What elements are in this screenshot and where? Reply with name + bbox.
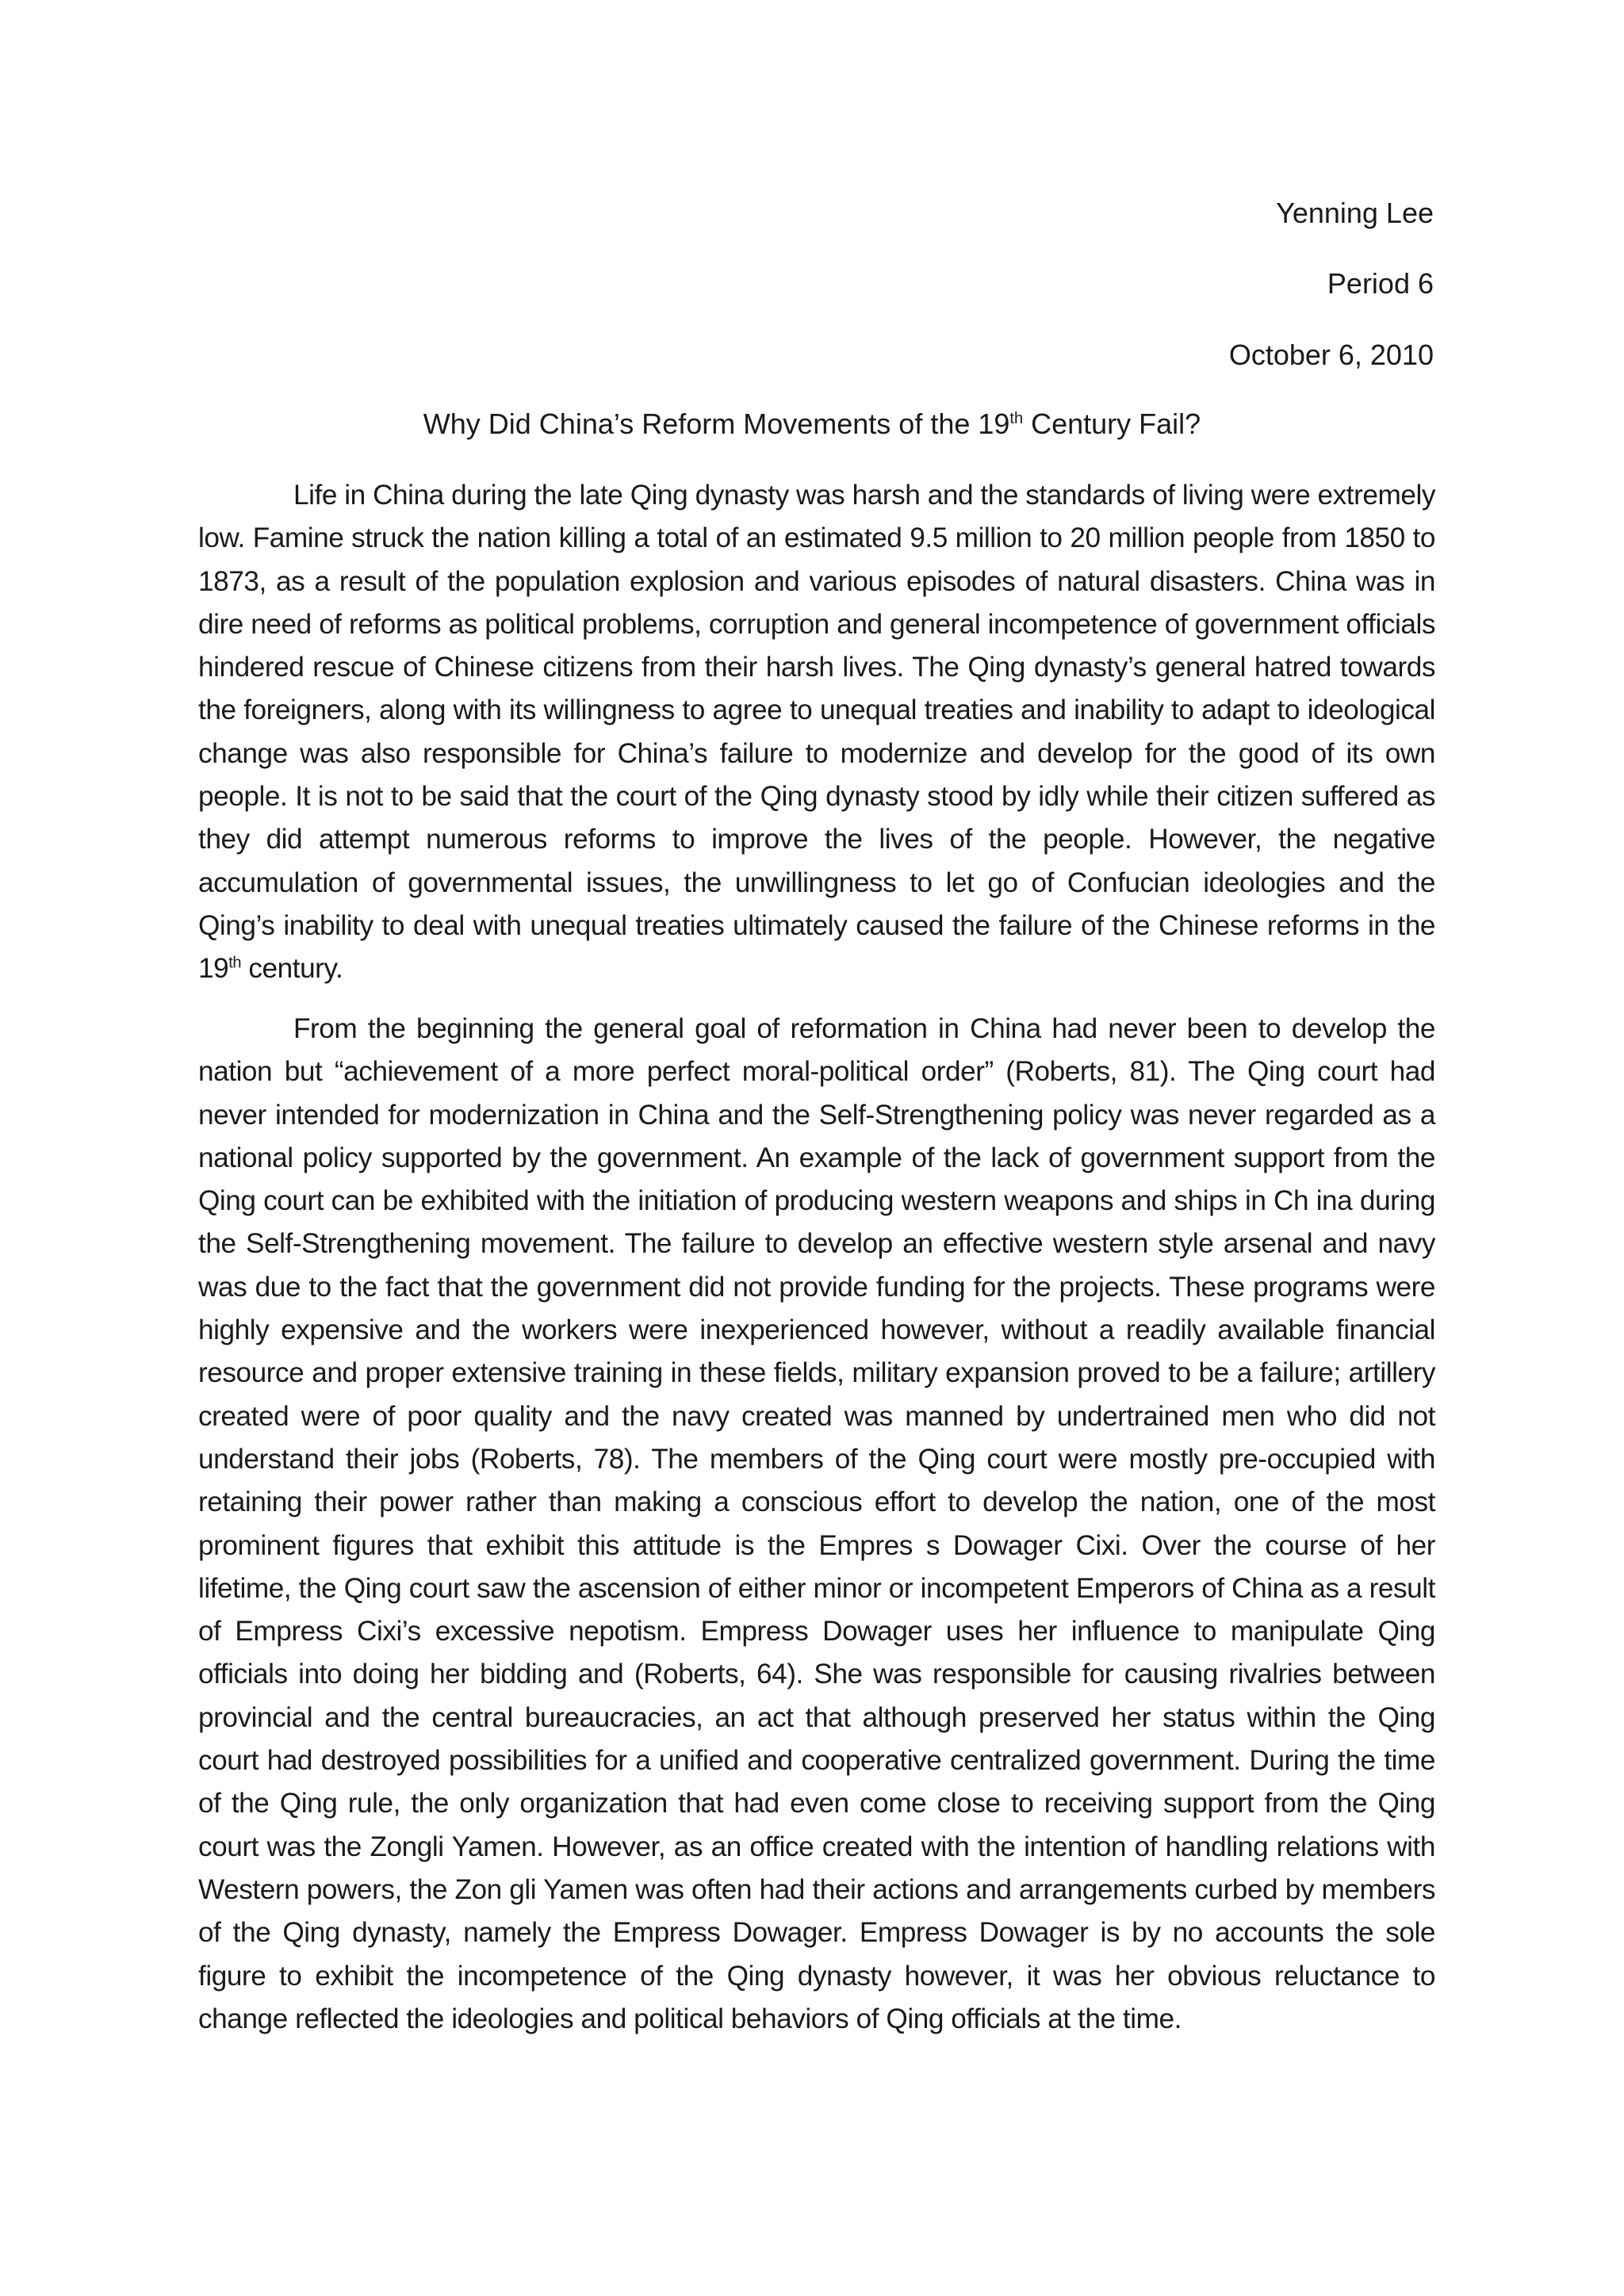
class-period: Period 6: [1327, 267, 1434, 300]
paragraph-2: From the beginning the general goal of reformation in China had never been to develop the nation but “achievement of a more perfect moral-political order” (Roberts, 81). The Qing court had never intended for modernization in China and the Self-Strengthening policy was never regarded as a national policy supported by the government. An example of the lack of government support from the Qing court can be exhibited with the initiation of producing western weapons and ships in Ch ina during the Self-Strengthening movement. The failure to develop an effective western style arsenal and navy was due to the fact that the government did not provide funding for the projects. These programs were highly expensive and the workers were inexperienced however, without a readily available financial resource and proper extensive training in these fields, military expansion proved to be a failure; artillery created were of poor quality and the navy created was manned by undertrained men who did not understand their jobs (Roberts, 78). The members of the Qing court were mostly pre-occupied with retaining their power rather than making a conscious effort to develop the nation, one of the most prominent figures that exhibit this attitude is the Empres s Dowager Cixi. Over the course of her lifetime, the Qing court saw the ascension of either minor or incompetent Emperors of China as a result of Empress Cixi’s excessive nepotism. Empress Dowager uses her influence to manipulate Qing officials into doing her bidding and (Roberts, 64). She was responsible for causing rivalries between provincial and the central bureaucracies, an act that although preserved her status within the Qing court had destroyed possibilities for a unified and cooperative centralized government. During the time of the Qing rule, the only organization that had even come close to receiving support from the Qing court was the Zongli Yamen. However, as an office created with the intention of handling relations with Western powers, the Zon gli Yamen was often had their actions and arrangements curbed by members of the Qing dynasty, namely the Empress Dowager. Empress Dowager is by no accounts the sole figure to exhibit the incompetence of the Qing dynasty however, it was her obvious reluctance to change reflected the ideologies and political behaviors of Qing officials at the time.: [198, 1013, 1435, 2034]
author-name: Yenning Lee: [1276, 197, 1434, 229]
paragraph-1: [198, 474, 1435, 991]
paragraph-1-text: Life in China during the late Qing dynasty was harsh and the standards of living were extremely low. Famine struck the nation killing a total of an estimated 9.5 million to 20 million people from 1850 to 1873, as a result of the population explosion and various episodes of natural disasters. China was in dire need of reforms as political problems, corruption and general incompetence of government officials hindered rescue of Chinese citizens from their harsh lives. The Qing dynasty’s general hatred towards the foreigners, along with its willingness to agree to unequal treaties and inability to adapt to ideological change was also responsible for China’s failure to modernize and develop for the good of its own people. It is not to be said that the court of the Qing dynasty stood by idly while their citizen suffered as they did attempt numerous reforms to improve the lives of the people. However, the negative accumulation of governmental issues, the unwillingness to let go of Confucian ideologies and the Qing’s inability to deal with unequal treaties ultimately caused the failure of the Chinese reforms in the 19: [198, 480, 1435, 985]
paragraph-1-superscript: th: [228, 954, 242, 972]
essay-title: [0, 407, 1624, 442]
paragraph-1-ending: century.: [241, 953, 343, 985]
document-date: October 6, 2010: [1228, 339, 1434, 371]
essay-title-superscript: th: [1009, 410, 1024, 427]
essay-title-text: Why Did China’s Reform Movements of the 19: [423, 408, 1010, 440]
essay-title-ending: Century Fail?: [1023, 408, 1201, 440]
